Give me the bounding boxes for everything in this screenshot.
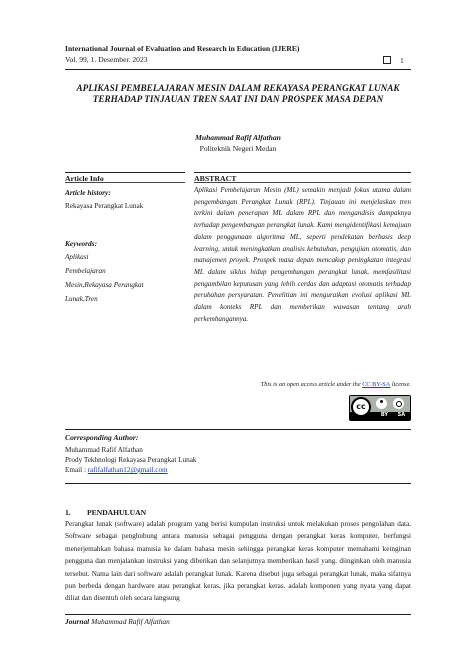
- cc-sa-label: SA: [397, 412, 406, 418]
- paper-title: APLIKASI PEMBELAJARAN MESIN DALAM REKAYASA PERANGKAT LUNAK TERHADAP TINJAUAN TREN SAAT INI DAN PROSPEK MASA DEPAN: [76, 83, 400, 104]
- cc-badge-labels: [376, 412, 410, 418]
- keyword: Mesin,Rekayasa Perangkat: [65, 281, 144, 289]
- article-info-subrule: [65, 182, 185, 183]
- header-rule: [65, 69, 411, 70]
- corresponding-dept: Prody Tekhnologi Rekayasa Perangkat Lunak: [65, 456, 197, 464]
- abstract-text: Aplikasi Pembelajaran Mesin (ML) semakin menjadi fokus utama dalam pengembangan Perangkat Lunak (RPL). Tinjauan ini menjelaskan tren terkini dalam penerapan ML dalam RPL dan mengandisis dampaknya terhadap pengembangan perangkat lunak. Kami mengidentifikasi kemajuan dalam penggunaan algoritma ML, seperti pendekatan berbasis deep learning, untuk meningkatkan analisis kebutuhan, pengujian otomatis, dan manajemen proyek. Prospek masa depan mencakup peningkatan integrasi ML dalam siklus hidup pengembangan perangkat lunak, memfasilitasi pengambilan keputusan yang lebih cerdas dan adaptasi otomatis terhadap perubahan persyaratan. Penelitian ini menguraikan evolusi aplikasi ML dalam konteks RPL dan memberikan wawasan tentang arah perkembangannya.: [194, 186, 411, 323]
- keyword: Aplikasi: [65, 253, 89, 261]
- email-link[interactable]: rafifalfathan12@gmail.com: [87, 466, 168, 474]
- section-number: 1.: [65, 508, 71, 517]
- author-name: Muhammad Rafif Alfathan: [195, 133, 281, 142]
- article-history-label: Article history:: [65, 188, 111, 197]
- article-info-rule: [65, 172, 185, 173]
- abstract-rule: [194, 172, 411, 173]
- abstract-subrule: [194, 182, 411, 183]
- corresponding-email-line: [65, 466, 168, 474]
- footer-label: Journal: [65, 617, 90, 626]
- keywords-list: [65, 250, 144, 306]
- cc-by-sa-badge[interactable]: [349, 395, 411, 421]
- keyword: Pembelajaran: [65, 267, 106, 275]
- email-label: Email :: [65, 466, 88, 474]
- corresponding-bottom-rule: [65, 483, 411, 484]
- cc-icon: cc: [351, 397, 371, 417]
- section-body: Perangkat lunak (software) adalah program yang berisi kumpulan instruksi untuk melakukan proses pengolahan data. Software sebagai penghubung antara manusia sebagai pengguna dengan perangkat keras komputer, berfungsi menerjemahkan bahasa manusia ke dalam bahasa mesin sehingga perangkat keras komputer memahami keinginan pengguna dan menjalankan instruksi yang diberikan dan selanjutnya memberikan hasil yang. diinginkan oleh manusia tersebut. Nama lain dari software adalah perangkat lunak. Karena disebut juga sebagai perangkat lunak, maka sifatnya pun berbeda dengan hardware atau perangkat keras, jika perangkat keras. adalah komponen yang nyata yang dapat diliat dan disentuh oleh secara langsung: [65, 520, 411, 603]
- license-link[interactable]: CC BY-SA: [362, 381, 391, 388]
- corresponding-rule: [65, 429, 411, 430]
- footer-author: Muhammad Rafif Alfathan: [89, 617, 170, 626]
- license-prefix: This is an open access article under the: [260, 381, 363, 388]
- keyword: Lunak,Tren: [65, 295, 98, 303]
- footer: [65, 617, 170, 626]
- square-icon: [383, 56, 391, 64]
- author-affiliation: Politeknik Negeri Medan: [199, 144, 277, 153]
- section-title: PENDAHULUAN: [87, 508, 147, 517]
- page-number: 1: [400, 56, 404, 65]
- journal-volume: Vol. 99, 1. Desember. 2023: [65, 55, 148, 64]
- keywords-label: Keywords:: [65, 239, 98, 248]
- article-history-value: Rekayasa Perangkat Lunak: [65, 202, 144, 210]
- footer-rule: [65, 614, 411, 615]
- journal-name: International Journal of Evaluation and Research in Education (IJERE): [65, 44, 300, 53]
- abstract-heading: ABSTRACT: [194, 174, 237, 183]
- person-icon: [376, 398, 387, 409]
- license-suffix: license.: [390, 381, 411, 388]
- cc-by-label: BY: [380, 412, 388, 418]
- corresponding-label: Corresponding Author:: [65, 433, 139, 442]
- section-heading: [65, 508, 146, 517]
- corresponding-name: Muhammad Rafif Alfathan: [65, 446, 143, 454]
- article-info-heading: Article Info: [65, 174, 104, 183]
- share-alike-icon: [393, 398, 404, 409]
- license-note: [194, 381, 411, 388]
